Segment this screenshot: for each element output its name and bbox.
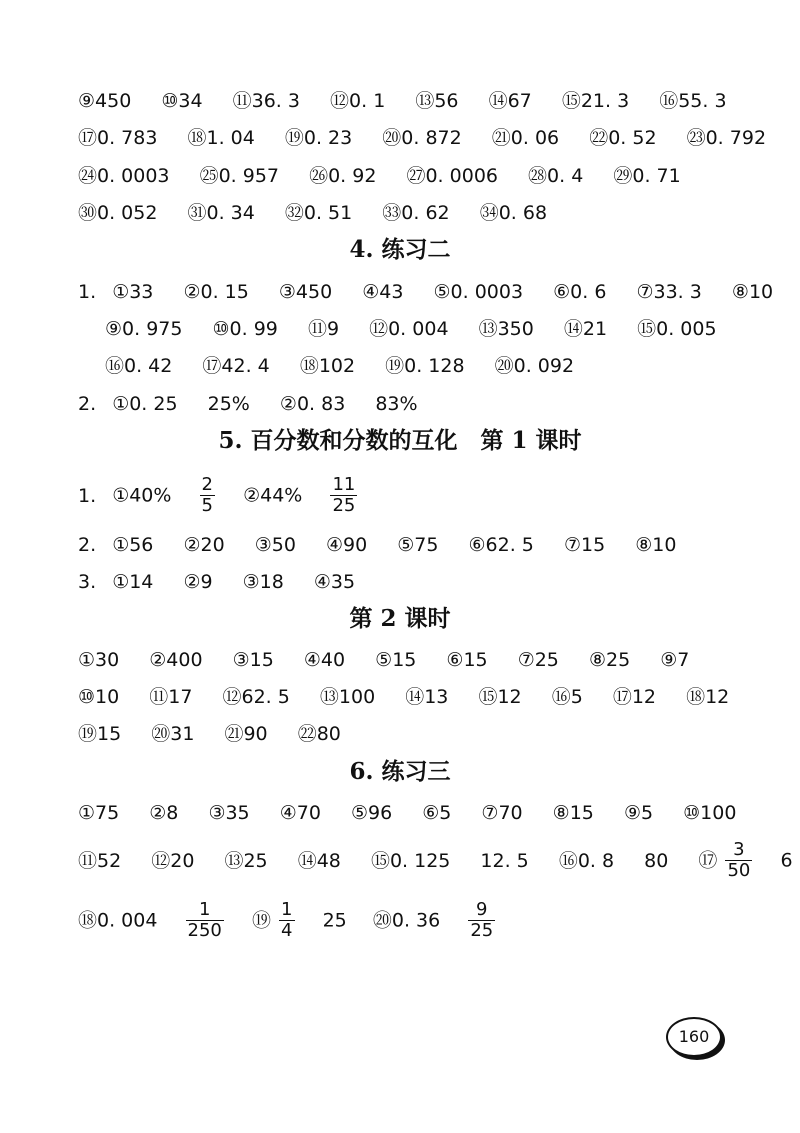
fraction-numerator: 11 xyxy=(332,474,356,495)
answer-item: ③450 xyxy=(278,280,333,303)
section-heading: 5. 百分数和分数的互化 第 1 课时 xyxy=(218,427,582,454)
answer-item: ⑩100 xyxy=(683,801,737,824)
answer-item: ⑦15 xyxy=(563,533,606,556)
answer-item: ②8 xyxy=(149,801,179,824)
answer-item: ⑲0. 128 xyxy=(385,354,465,377)
answer-item: ①40% xyxy=(112,484,172,507)
answer-item: ③18 xyxy=(242,570,284,593)
answer-item: ⑪17 xyxy=(149,685,193,708)
answer-item: ⑨7 xyxy=(660,648,690,671)
answer-row xyxy=(78,125,790,150)
answer-item: ㉕0. 957 xyxy=(199,164,280,187)
question-number: 1. xyxy=(78,484,97,507)
answer-item: ⑯55. 3 xyxy=(659,89,727,112)
answer-item: ㉘0. 4 xyxy=(528,164,584,187)
answer-item: ⑩10 xyxy=(78,685,120,708)
answer-item: ⑥5 xyxy=(422,801,452,824)
answer-item: ②9 xyxy=(183,570,213,593)
page-number: 160 xyxy=(666,1017,722,1057)
answer-item: ⑤96 xyxy=(350,801,393,824)
fraction-denominator: 50 xyxy=(727,860,751,881)
answer-row xyxy=(78,163,705,188)
answer-row xyxy=(78,896,497,945)
answer-item: ⑱12 xyxy=(686,685,730,708)
fraction-denominator: 250 xyxy=(187,920,222,941)
answer-item: ⑪9 xyxy=(307,317,340,340)
answer-row xyxy=(78,684,753,709)
answer-item: ⑦70 xyxy=(481,801,523,824)
answer-item: ⑭67 xyxy=(488,89,532,112)
answer-item: 25 xyxy=(322,909,347,932)
answer-item: ⑭13 xyxy=(405,685,449,708)
answer-item: ⑦25 xyxy=(517,648,559,671)
answer-item: ①56 xyxy=(112,533,154,556)
answer-item: ②400 xyxy=(149,648,203,671)
answer-item: ⑭21 xyxy=(563,317,608,340)
answer-item: ⑲0. 23 xyxy=(284,126,353,149)
answer-item: ②20 xyxy=(183,533,225,556)
answer-item: ⑫62. 5 xyxy=(222,685,290,708)
fraction-denominator: 25 xyxy=(332,495,356,516)
answer-row xyxy=(78,200,571,225)
answer-item: 12. 5 xyxy=(480,849,529,872)
section-heading: 第 2 课时 xyxy=(349,605,451,632)
fraction-numerator: 2 xyxy=(201,474,213,495)
answer-item: ⑯0. 8 xyxy=(558,849,615,872)
answer-item: ⑧10 xyxy=(731,280,774,303)
answer-item: ㉓0. 792 xyxy=(686,126,767,149)
section-heading: 4. 练习二 xyxy=(349,236,451,263)
fraction-denominator: 4 xyxy=(281,920,293,941)
answer-item: 6 xyxy=(780,849,793,872)
answer-row xyxy=(78,88,751,113)
answer-item: ④40 xyxy=(303,648,346,671)
answer-item: ⑤0. 0003 xyxy=(433,280,524,303)
answer-item: 80 xyxy=(644,849,669,872)
answer-item: ⑤15 xyxy=(375,648,417,671)
answer-item: ㉑90 xyxy=(224,722,268,745)
fraction-numerator: 9 xyxy=(476,899,488,920)
section-heading: 6. 练习三 xyxy=(349,758,451,785)
answer-item: ㉔0. 0003 xyxy=(78,164,170,187)
fraction-denominator: 25 xyxy=(470,920,494,941)
fraction xyxy=(200,475,215,516)
fraction xyxy=(279,900,294,941)
fraction-numerator: 1 xyxy=(198,899,211,920)
answer-item: ⑮21. 3 xyxy=(561,89,630,112)
answer-item: ⑫20 xyxy=(151,849,195,872)
answer-item: ③15 xyxy=(232,648,274,671)
answer-item: ㉚0. 052 xyxy=(78,201,158,224)
answer-item: ①75 xyxy=(78,801,120,824)
answer-row xyxy=(78,391,442,416)
answer-item: ⑥15 xyxy=(446,648,488,671)
answer-item: ⑥0. 6 xyxy=(553,280,607,303)
answer-item: ③35 xyxy=(208,801,250,824)
answer-item: ⑧15 xyxy=(552,801,594,824)
answer-item: ⑳0. 092 xyxy=(494,354,575,377)
answer-item: ⑯0. 42 xyxy=(105,354,173,377)
answer-row xyxy=(105,353,598,378)
answer-item: ④70 xyxy=(279,801,321,824)
answer-item: ③50 xyxy=(254,533,296,556)
answer-item: ⑱1. 04 xyxy=(187,126,255,149)
answer-item: 83% xyxy=(375,392,418,415)
answer-item: ⑬350 xyxy=(478,317,534,340)
answer-item: ①14 xyxy=(112,570,154,593)
answer-item: ⑱102 xyxy=(299,354,356,377)
answer-row xyxy=(78,569,379,594)
answer-item: ㉒80 xyxy=(297,722,341,745)
answer-item: ⑳31 xyxy=(151,722,195,745)
answer-item: ⑱0. 004 xyxy=(78,909,158,932)
question-number: 1. xyxy=(78,280,97,303)
answer-item: ⑤75 xyxy=(397,533,439,556)
answer-item: ⑨450 xyxy=(78,89,132,112)
answer-item: ①30 xyxy=(78,648,120,671)
answer-item: ⑫0. 004 xyxy=(369,317,449,340)
answer-row xyxy=(78,532,700,557)
answer-item: ㉗0. 0006 xyxy=(406,164,498,187)
answer-item: ④43 xyxy=(362,280,404,303)
answer-item: ㉛0. 34 xyxy=(187,201,255,224)
answer-item: 25% xyxy=(207,392,250,415)
answer-item: ⑩0. 99 xyxy=(212,317,278,340)
question-number: 3. xyxy=(78,570,97,593)
answer-item: ⑰ xyxy=(698,849,718,872)
answer-item: ⑧25 xyxy=(588,648,631,671)
fraction-numerator: 3 xyxy=(733,839,745,860)
answer-item: ④90 xyxy=(325,533,368,556)
answer-item: ⑧10 xyxy=(635,533,677,556)
fraction xyxy=(330,475,357,516)
answer-item: ㉙0. 71 xyxy=(613,164,681,187)
answer-item: ⑨5 xyxy=(623,801,654,824)
fraction xyxy=(468,900,495,941)
answer-item: ⑩34 xyxy=(161,89,203,112)
fraction xyxy=(725,840,752,881)
answer-item: ②0. 83 xyxy=(279,392,346,415)
answer-item: ㉑0. 06 xyxy=(491,126,560,149)
answer-item: ⑨0. 975 xyxy=(105,317,183,340)
answer-row xyxy=(78,721,365,746)
answer-item: ②44% xyxy=(243,484,303,507)
answer-item: ㉝0. 62 xyxy=(382,201,450,224)
answer-item: ②0. 15 xyxy=(183,280,249,303)
answer-item: ㉞0. 68 xyxy=(479,201,548,224)
answer-item: ㉖0. 92 xyxy=(309,164,377,187)
question-number: 2. xyxy=(78,533,97,556)
answer-row xyxy=(78,647,713,672)
answer-item: ④35 xyxy=(313,570,356,593)
answer-item: ⑪52 xyxy=(78,849,122,872)
answer-item: ①33 xyxy=(112,280,154,303)
fraction-denominator: 5 xyxy=(201,495,213,516)
answer-row xyxy=(78,836,793,885)
answer-item: ⑮12 xyxy=(478,685,522,708)
answer-item: ⑰42. 4 xyxy=(202,354,270,377)
answer-item: ⑰12 xyxy=(612,685,657,708)
answer-item: ⑮0. 125 xyxy=(370,849,451,872)
answer-row xyxy=(105,316,741,341)
answer-row xyxy=(78,800,760,825)
answer-item: ⑬56 xyxy=(415,89,459,112)
answer-item: ⑳0. 872 xyxy=(382,126,462,149)
answer-item: ㉜0. 51 xyxy=(284,201,353,224)
answer-item: ⑯5 xyxy=(551,685,583,708)
answer-item: ⑰0. 783 xyxy=(78,126,158,149)
answer-item: ㉒0. 52 xyxy=(589,126,657,149)
answer-item: ⑥62. 5 xyxy=(468,533,534,556)
answer-item: ①0. 25 xyxy=(112,392,178,415)
answer-item: ⑮0. 005 xyxy=(637,317,717,340)
answer-item: ⑳0. 36 xyxy=(372,909,441,932)
answer-row xyxy=(78,279,797,304)
answer-item: ⑪36. 3 xyxy=(232,89,300,112)
fraction-numerator: 1 xyxy=(281,899,293,920)
question-number: 2. xyxy=(78,392,97,415)
answer-item: ⑲15 xyxy=(78,722,122,745)
answer-item: ⑬25 xyxy=(224,849,268,872)
fraction xyxy=(186,900,224,941)
answer-item: ⑦33. 3 xyxy=(636,280,702,303)
answer-item: ⑬100 xyxy=(319,685,376,708)
answer-item: ⑭48 xyxy=(297,849,341,872)
answer-row xyxy=(78,471,359,520)
answer-item: ⑫0. 1 xyxy=(330,89,386,112)
answer-item: ⑲ xyxy=(251,909,271,932)
